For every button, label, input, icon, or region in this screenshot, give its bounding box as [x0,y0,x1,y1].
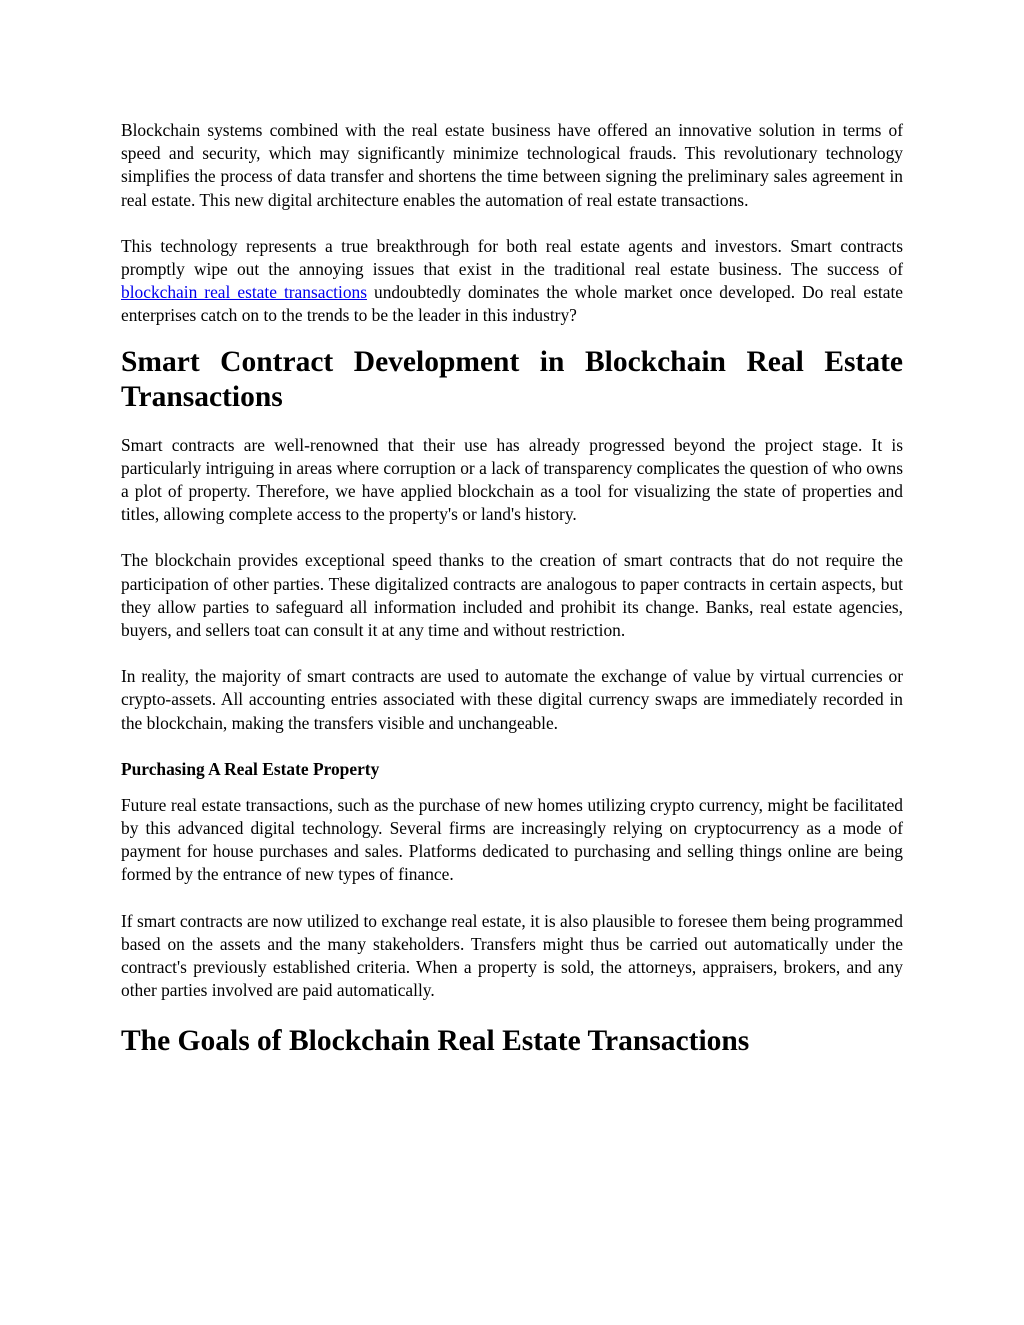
section-1-paragraph-2: The blockchain provides exceptional speed thanks to the creation of smart contracts that do not require the participation of other parties. These digitalized contracts are analogous to paper contracts in certain aspects, but they allow parties to safeguard all information included and prohibit its change. Banks, real estate agencies, buyers, and sellers toat can consult it at any time and without restriction. [121,550,903,641]
subsection-paragraph-1: Future real estate transactions, such as the purchase of new homes utilizing crypto currency, might be facilitated by this advanced digital technology. Several firms are increasingly relying on cryptocurrency as a mode of payment for house purchases and sales. Platforms dedicated to purchasing and selling things online are being formed by the entrance of new types of finance. [121,794,903,885]
subheading-purchasing-property: Purchasing A Real Estate Property [121,758,380,779]
intro-paragraph-2-text-before-link: This technology represents a true breakthrough for both real estate agents and investors. Smart contracts promptly wipe out the annoying issues that exist in the traditional real estate business. The success of [121,235,903,280]
section-heading-smart-contract-development: Smart Contract Development in Blockchain Real Estate Transactions [121,345,903,413]
intro-paragraph-2-text-after-link: undoubtedly dominates the whole market once developed. Do real estate enterprises catch on to the trends to be the leader in this industry? [121,282,903,326]
intro-paragraph-1: Blockchain systems combined with the real estate business have offered an innovative solution in terms of speed and security, which may significantly minimize technological frauds. This revolutionary technology simplifies the process of data transfer and shortens the time between signing the preliminary sales agreement in real estate. This new digital architecture enables the automation of real estate transactions. [121,120,903,210]
section-heading-goals: The Goals of Blockchain Real Estate Transactions [121,1025,750,1058]
section-1-paragraph-3: In reality, the majority of smart contracts are used to automate the exchange of value by virtual currencies or crypto-assets. All accounting entries associated with these digital currency swaps are immediately recorded in the blockchain, making the transfers visible and unchangeable. [121,666,903,733]
section-1-paragraph-1: Smart contracts are well-renowned that their use has already progressed beyond the project stage. It is particularly intriguing in areas where corruption or a lack of transparency complicates the question of who owns a plot of property. Therefore, we have applied blockchain as a tool for visualizing the state of properties and titles, allowing complete access to the property's or land's history. [121,434,903,525]
blockchain-real-estate-transactions-link[interactable]: blockchain real estate transactions [121,282,368,303]
subsection-paragraph-2: If smart contracts are now utilized to exchange real estate, it is also plausible to foresee them being programmed based on the assets and the many stakeholders. Transfers might thus be carried out automatically under the contract's previously established criteria. When a property is sold, the attorneys, appraisers, brokers, and any other parties involved are paid automatically. [121,910,903,1001]
intro-paragraph-2 [121,235,903,328]
document-page [121,119,903,1059]
